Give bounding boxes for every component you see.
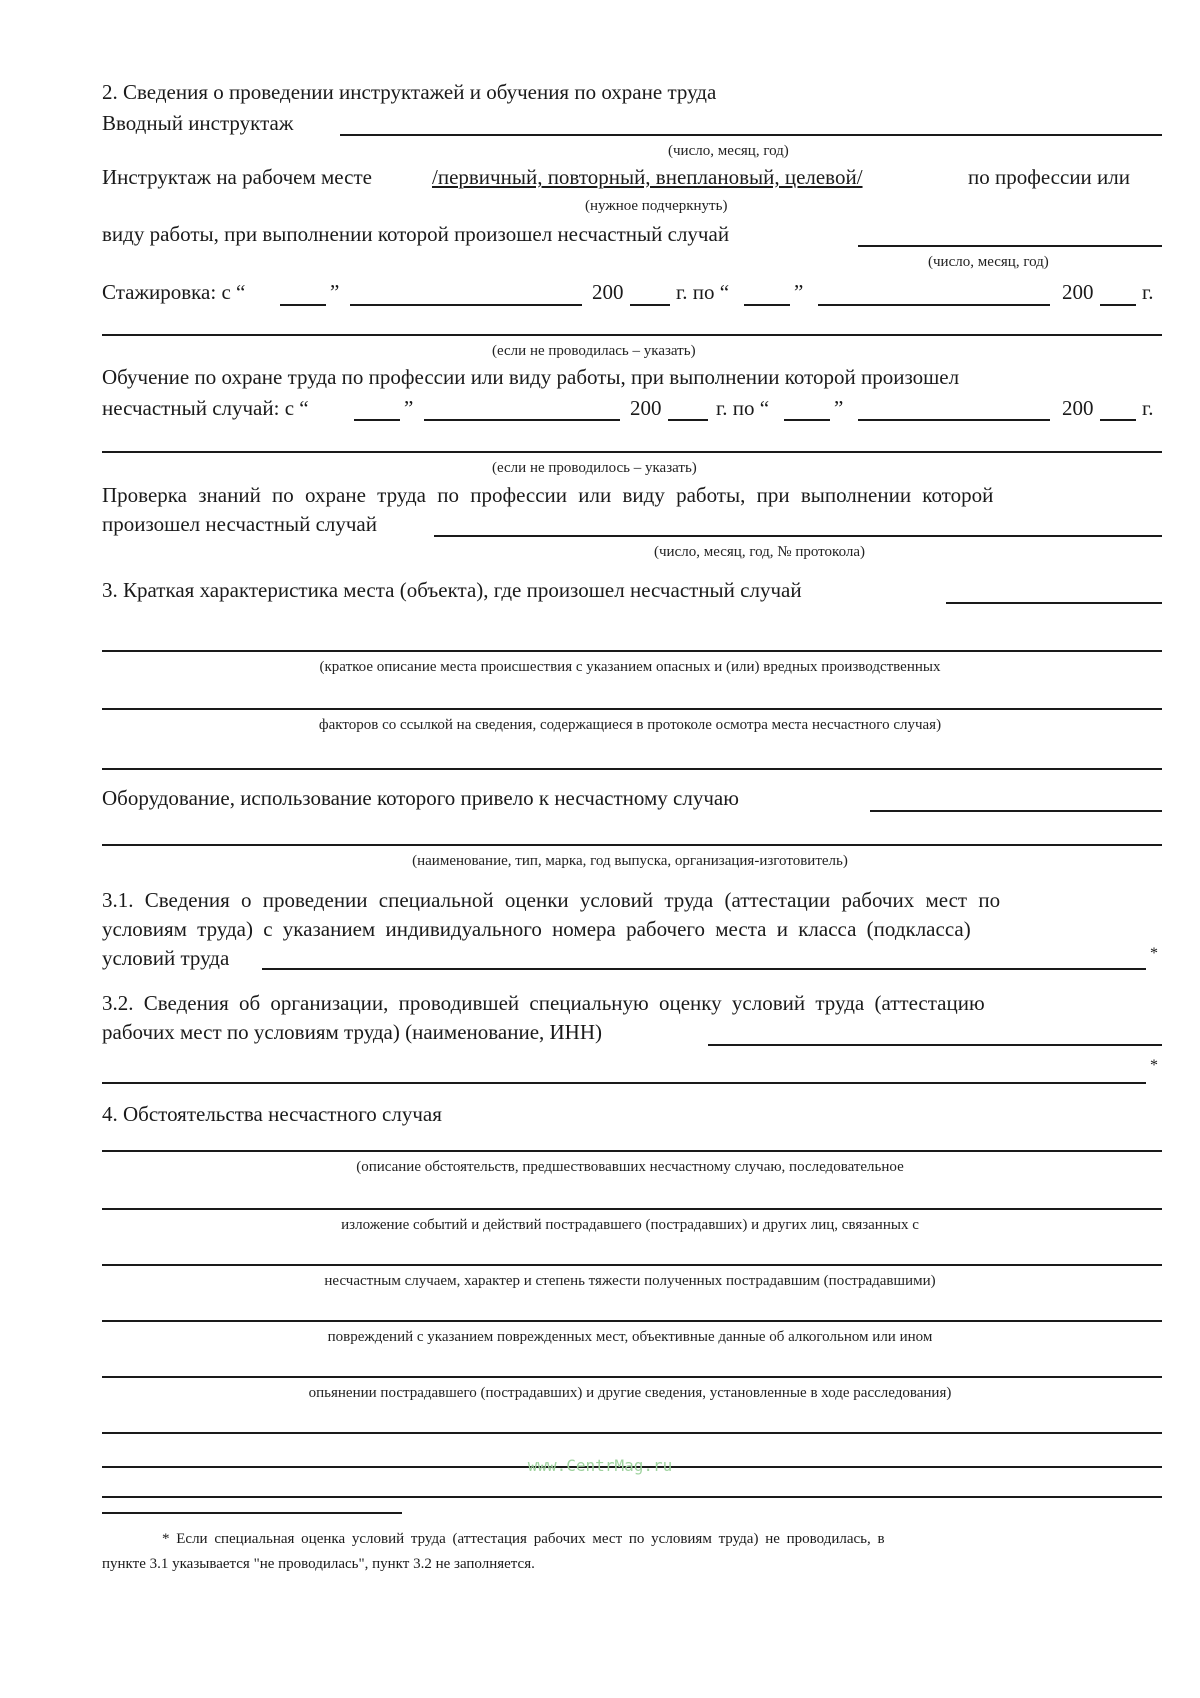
workplace-briefing-options[interactable]: /первичный, повторный, внеплановый, целевой/ [432, 165, 863, 189]
training-from-day-line[interactable] [354, 419, 400, 421]
place-caption-1: (краткое описание места происшествия с указанием опасных и (или) вредных производственных [319, 659, 941, 675]
workplace-briefing-line2: виду работы, при выполнении которой произошел несчастный случай [102, 222, 730, 246]
intro-briefing-caption: (число, месяц, год) [668, 143, 789, 159]
training-note-line[interactable] [102, 451, 1162, 453]
equipment-label: Оборудование, использование которого привело к несчастному случаю [102, 786, 739, 810]
internship-to-year-prefix: 200 [1062, 280, 1094, 304]
circumstances-caption-5: опьянении пострадавшего (пострадавших) и другие сведения, установленные в ходе расследования) [308, 1385, 952, 1401]
s32-line-2[interactable] [102, 1082, 1146, 1084]
section-3-title-line[interactable] [946, 602, 1162, 604]
s32-line-1[interactable] [708, 1044, 1162, 1046]
workplace-briefing-suffix: по профессии или [968, 165, 1131, 189]
circumstances-line-1[interactable] [102, 1150, 1162, 1152]
training-to-year-prefix: 200 [1062, 396, 1094, 420]
training-from-year-prefix: 200 [630, 396, 662, 420]
s31-line2: условиям труда) с указанием индивидуального номера рабочего места и класса (подкласса) [102, 917, 971, 941]
workplace-briefing-caption: (нужное подчеркнуть) [585, 198, 728, 214]
circumstances-line-2[interactable] [102, 1208, 1162, 1210]
circumstances-line-8[interactable] [102, 1496, 1162, 1498]
training-to-year-line[interactable] [1100, 419, 1136, 421]
place-description-line-1[interactable] [102, 650, 1162, 652]
internship-caption: (если не проводилась – указать) [492, 343, 696, 359]
s32-asterisk: * [1150, 1057, 1158, 1074]
training-from-year-line[interactable] [668, 419, 708, 421]
section-2-title: 2. Сведения о проведении инструктажей и обучения по охране труда [102, 80, 717, 104]
circumstances-caption-1: (описание обстоятельств, предшествовавших несчастному случаю, последовательное [356, 1159, 904, 1175]
equipment-line-1[interactable] [870, 810, 1162, 812]
intro-briefing-label: Вводный инструктаж [102, 111, 294, 135]
circumstances-line-5[interactable] [102, 1376, 1162, 1378]
internship-from-month-line[interactable] [350, 304, 582, 306]
training-label: несчастный случай: с “ [102, 396, 309, 420]
internship-from-quote: ” [330, 280, 340, 304]
training-to-quote: ” [834, 396, 844, 420]
circumstances-caption-4: повреждений с указанием поврежденных мест, объективные данные об алкогольном или ином [327, 1329, 933, 1345]
check-label: произошел несчастный случай [102, 512, 377, 536]
intro-briefing-line[interactable] [340, 134, 1162, 136]
training-from-month-line[interactable] [424, 419, 620, 421]
place-description-line-3[interactable] [102, 768, 1162, 770]
workplace-briefing-date-line[interactable] [858, 245, 1162, 247]
training-caption: (если не проводилось – указать) [492, 460, 697, 476]
internship-to-label: г. по “ [676, 280, 730, 304]
circumstances-line-4[interactable] [102, 1320, 1162, 1322]
place-description-line-2[interactable] [102, 708, 1162, 710]
s31-line[interactable] [262, 968, 1146, 970]
section-3-title: 3. Краткая характеристика места (объекта), где произошел несчастный случай [102, 578, 802, 602]
s31-line1: 3.1. Сведения о проведении специальной оценки условий труда (аттестации рабочих мест по [102, 888, 1001, 912]
internship-to-year-line[interactable] [1100, 304, 1136, 306]
internship-from-year-line[interactable] [630, 304, 670, 306]
internship-note-line[interactable] [102, 334, 1162, 336]
circumstances-line-3[interactable] [102, 1264, 1162, 1266]
equipment-line-2[interactable] [102, 844, 1162, 846]
s31-label: условий труда [102, 946, 230, 970]
training-line1: Обучение по охране труда по профессии или виду работы, при выполнении которой произошел [102, 365, 960, 389]
training-to-year-suffix: г. [1142, 396, 1154, 420]
footnote-line-1: * Если специальная оценка условий труда (аттестация рабочих мест по условиям труда) не проводилась, в [162, 1531, 885, 1547]
workplace-briefing-date-caption: (число, месяц, год) [928, 254, 1049, 270]
check-line[interactable] [434, 535, 1162, 537]
watermark: www.CentrMag.ru [527, 1456, 673, 1475]
training-to-month-line[interactable] [858, 419, 1050, 421]
section-4-title: 4. Обстоятельства несчастного случая [102, 1102, 442, 1126]
internship-from-day-line[interactable] [280, 304, 326, 306]
internship-label: Стажировка: с “ [102, 280, 246, 304]
workplace-briefing-label: Инструктаж на рабочем месте [102, 165, 372, 189]
internship-to-quote: ” [794, 280, 804, 304]
internship-to-day-line[interactable] [744, 304, 790, 306]
equipment-caption: (наименование, тип, марка, год выпуска, организация-изготовитель) [412, 853, 848, 869]
place-caption-2: факторов со ссылкой на сведения, содержащиеся в протоколе осмотра места несчастного случая) [318, 717, 942, 733]
internship-from-year-prefix: 200 [592, 280, 624, 304]
circumstances-line-6[interactable] [102, 1432, 1162, 1434]
circumstances-caption-2: изложение событий и действий пострадавшего (пострадавших) и других лиц, связанных с [341, 1217, 919, 1233]
check-line1: Проверка знаний по охране труда по профессии или виду работы, при выполнении которой [102, 483, 994, 507]
s32-line1: 3.2. Сведения об организации, проводившей специальную оценку условий труда (аттестацию [102, 991, 985, 1015]
internship-to-year-suffix: г. [1142, 280, 1154, 304]
circumstances-caption-3: несчастным случаем, характер и степень тяжести полученных пострадавшим (пострадавшими) [324, 1273, 936, 1289]
internship-to-month-line[interactable] [818, 304, 1050, 306]
footnote-line-2: пункте 3.1 указывается "не проводилась", пункт 3.2 не заполняется. [102, 1556, 535, 1572]
training-from-quote: ” [404, 396, 414, 420]
footnote-separator [102, 1512, 402, 1514]
s32-label: рабочих мест по условиям труда) (наименование, ИНН) [102, 1020, 603, 1044]
training-to-label: г. по “ [716, 396, 770, 420]
s31-asterisk: * [1150, 945, 1158, 962]
training-to-day-line[interactable] [784, 419, 830, 421]
check-caption: (число, месяц, год, № протокола) [654, 544, 866, 560]
